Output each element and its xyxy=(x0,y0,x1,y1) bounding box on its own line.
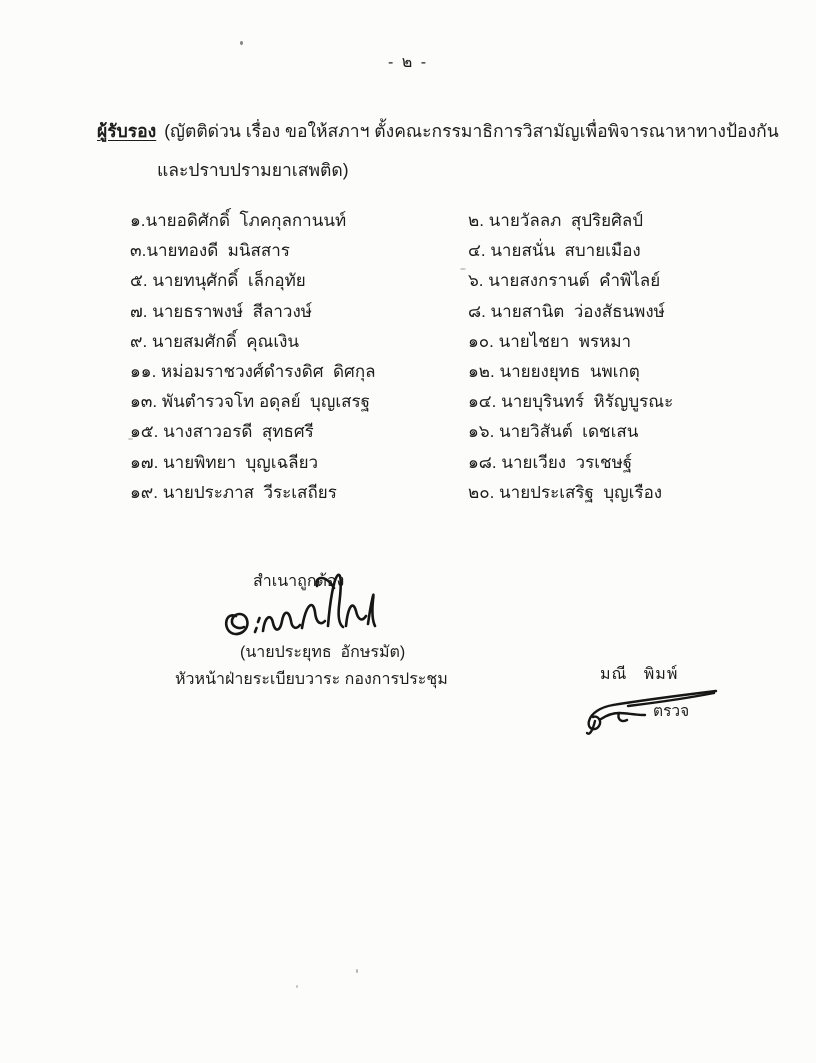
motion-description-line2: และปราบปรามยาเสพติด) xyxy=(157,160,349,180)
certifier-signature xyxy=(222,572,380,644)
endorsers-heading xyxy=(97,117,779,145)
scan-artifact xyxy=(460,268,466,270)
list-item: ๑๗. นายพิทยา บุญเฉลียว xyxy=(130,452,319,472)
scan-artifact xyxy=(128,438,133,440)
list-item: ๑๒. นายยงยุทธ นพเกตุ xyxy=(468,361,640,381)
list-item: ๔. นายสนั่น สบายเมือง xyxy=(468,241,641,261)
verify-stamp-label: ตรวจ xyxy=(653,703,690,720)
list-item: ๘. นายสานิต ว่องสัธนพงษ์ xyxy=(468,301,665,321)
list-item: ๒๐. นายประเสริฐ บุญเรือง xyxy=(468,482,663,502)
list-item: ๑๐. นายไชยา พรหมา xyxy=(468,331,632,351)
verify-signature xyxy=(583,683,721,737)
list-item: ๑๕. นางสาวอรดี สุทธศรี xyxy=(130,422,314,442)
list-item: ๑๔. นายบุรินทร์ หิรัญบูรณะ xyxy=(468,392,674,412)
list-item: ๑๓. พันตำรวจโท อดุลย์ บุญเสรฐ xyxy=(130,392,371,412)
list-item: ๑๑. หม่อมราชวงศ์ดำรงดิศ ดิศกุล xyxy=(130,361,376,381)
certifier-name: (นายประยุทธ อักษรมัต) xyxy=(240,644,406,661)
list-item: ๖. นายสงกรานต์ คำพิไลย์ xyxy=(468,271,661,291)
page-number: - ๒ - xyxy=(387,54,429,71)
endorsers-label: ผู้รับรอง xyxy=(97,121,157,141)
scan-artifact xyxy=(356,969,358,973)
motion-description-line1: (ญัตติด่วน เรื่อง ขอให้สภาฯ ตั้งคณะกรรมาธิการวิสามัญเพื่อพิจารณาหาทางป้องกัน xyxy=(164,121,779,141)
list-item: ๓.นายทองดี มนิสสาร xyxy=(130,241,290,261)
list-item: ๙. นายสมศักดิ์ คุณเงิน xyxy=(130,331,300,351)
scan-artifact xyxy=(240,41,243,45)
endorser-list xyxy=(130,206,802,508)
list-item: ๑๖. นายวิสันต์ เดชเสน xyxy=(468,422,639,442)
list-item: ๕. นายทนุศักดิ์ เล็กอุทัย xyxy=(130,271,306,291)
typist-note: มณี พิมพ์ xyxy=(600,666,679,683)
scan-artifact xyxy=(296,985,298,988)
list-item: ๑๘. นายเวียง วรเชษฐ์ xyxy=(468,452,633,472)
list-item: ๒. นายวัลลภ สุปริยศิลป์ xyxy=(468,211,644,230)
certified-copy-label: สำเนาถูกต้อง xyxy=(253,573,345,590)
list-item: ๑.นายอดิศักดิ์ โภคกุลกานนท์ xyxy=(130,211,347,230)
list-item: ๑๙. นายประภาส วีระเสถียร xyxy=(130,482,337,502)
certifier-title: หัวหน้าฝ่ายระเบียบวาระ กองการประชุม xyxy=(175,671,448,688)
list-item: ๗. นายธราพงษ์ สีลาวงษ์ xyxy=(130,301,312,321)
